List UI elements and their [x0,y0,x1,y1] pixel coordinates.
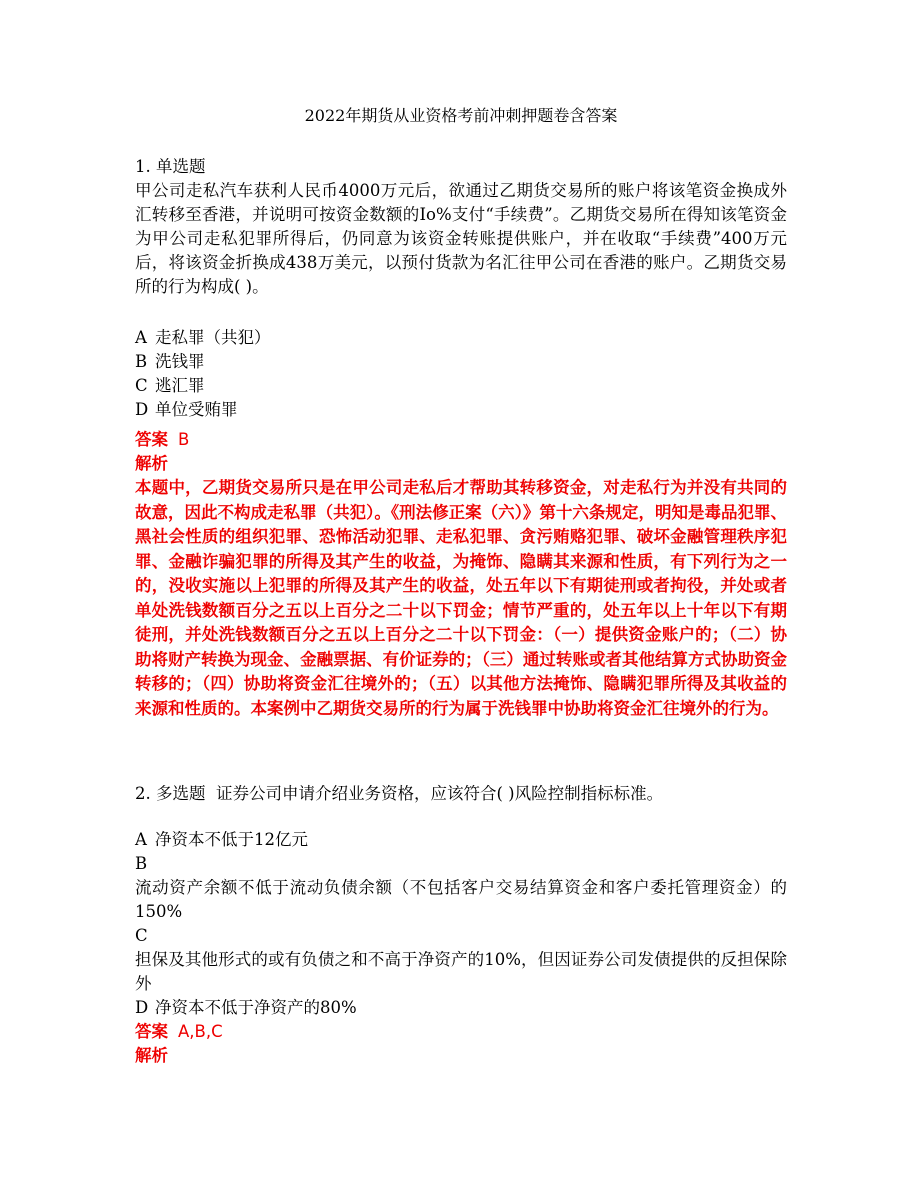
option-text: 净资本不低于12亿元 [155,830,308,849]
question-1-option-b [135,350,787,374]
answer-value: A,B,C [178,1022,223,1041]
question-2-explain-label: 解析 [135,1046,168,1065]
question-2-option-c-text: 担保及其他形式的或有负债之和不高于净资产的10%，但因证券公司发债提供的反担保除外 [135,950,787,993]
question-2-options [135,828,787,1020]
option-letter: D [135,998,149,1017]
option-text: 单位受贿罪 [155,400,238,419]
option-letter: A [135,830,147,849]
option-text: 净资本不低于净资产的80% [155,998,357,1017]
question-1 [135,155,787,299]
option-letter: C [135,376,148,395]
answer-label: 答案 [135,1022,168,1041]
option-letter: B [135,352,148,371]
question-1-explanation: 本题中，乙期货交易所只是在甲公司走私后才帮助其转移资金，对走私行为并没有共同的故意，因此不构成走私罪（共犯）。《刑法修正案（六）》第十六条规定，明知是毒品犯罪、黑社会性质的组织犯罪、恐怖活动犯罪、走私犯罪、贪污贿赂犯罪、破坏金融管理秩序犯罪、金融诈骗犯罪的所得及其产生的收益，为掩饰、隐瞒其来源和性质，有下列行为之一的，没收实施以上犯罪的所得及其产生的收益，处五年以下有期徒刑或者拘役，并处或者单处洗钱数额百分之五以上百分之二十以下罚金；情节严重的，处五年以上十年以下有期徒刑，并处洗钱数额百分之五以上百分之二十以下罚金：（一）提供资金账户的；（二）协助将财产转换为现金、金融票据、有价证券的；（三）通过转账或者其他结算方式协助资金转移的；（四）协助将资金汇往境外的；（五）以其他方法掩饰、隐瞒犯罪所得及其收益的来源和性质的。本案例中乙期货交易所的行为属于洗钱罪中协助将资金汇往境外的行为。 [135,478,787,718]
option-text: 走私罪（共犯） [155,328,271,347]
question-2-option-a [135,828,787,852]
document-title: 2022年期货从业资格考前冲刺押题卷含答案 [304,106,618,125]
question-1-stem: 甲公司走私汽车获利人民币4000万元后，欲通过乙期货交易所的账户将该笔资金换成外汇转移至香港，并说明可按资金数额的Io%支付“手续费”。乙期货交易所在得知该笔资金为甲公司走私犯罪所得后，仍同意为该资金转账提供账户，并在收取“手续费”400万元后，将该资金折换成438万美元，以预付货款为名汇往甲公司在香港的账户。乙期货交易所的行为构成( )。 [135,181,787,296]
answer-label: 答案 [135,430,168,449]
option-letter: D [135,400,149,419]
question-1-explain-label: 解析 [135,454,168,473]
question-2-option-c-letter: C [135,926,148,945]
question-2-answer-block [135,1020,787,1068]
question-2-option-d [135,996,787,1020]
question-1-option-a [135,326,787,350]
option-text: 洗钱罪 [155,352,205,371]
question-1-type: 1. 单选题 [135,157,206,176]
question-1-option-d [135,398,787,422]
question-1-answer-block [135,428,787,721]
question-2 [135,782,787,806]
option-text: 逃汇罪 [155,376,205,395]
question-2-option-b-text: 流动资产余额不低于流动负债余额（不包括客户交易结算资金和客户委托管理资金）的150% [135,878,787,921]
question-1-option-c [135,374,787,398]
question-2-stem: 证券公司申请介绍业务资格，应该符合( )风险控制指标标准。 [216,784,664,803]
question-2-option-b-letter: B [135,854,148,873]
question-1-options [135,326,787,422]
question-1-answer [135,428,787,452]
question-2-heading [135,782,787,806]
option-letter: A [135,328,147,347]
question-2-type: 2. 多选题 [135,784,206,803]
question-2-answer [135,1020,787,1044]
answer-value: B [178,430,190,449]
